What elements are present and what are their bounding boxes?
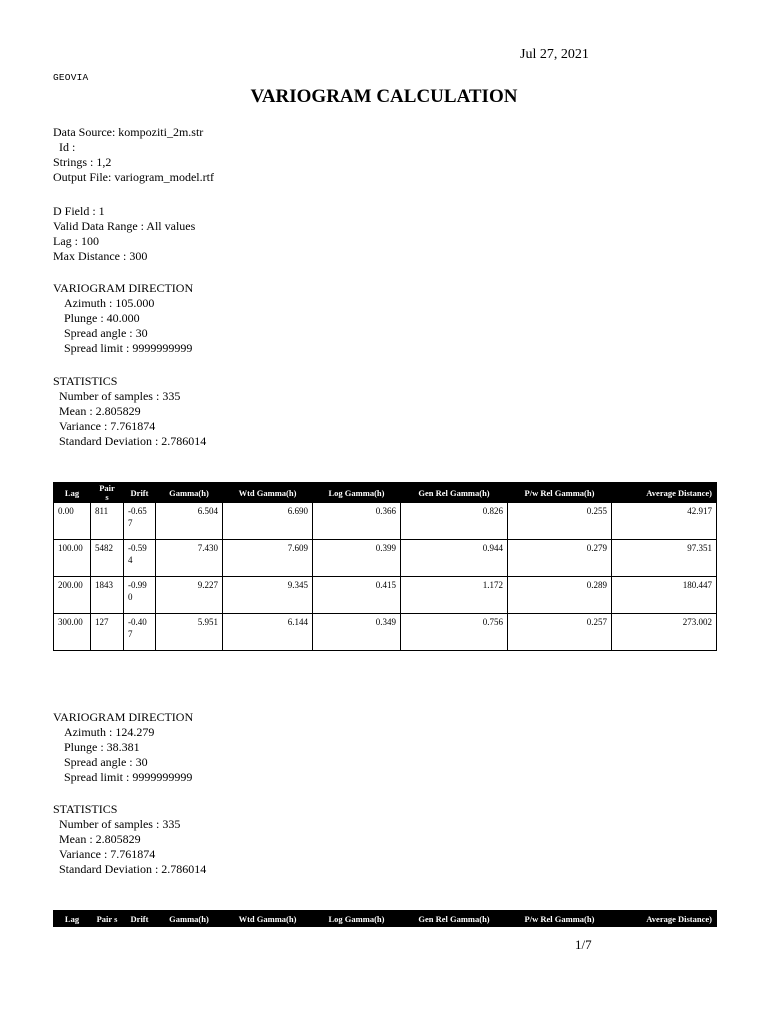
col-pairs: Pair s — [91, 483, 124, 503]
drift-cell: -0.407 — [124, 614, 156, 651]
statistics-1 — [53, 374, 206, 449]
lag-param: Lag : 100 — [53, 234, 99, 248]
mean: Mean : 2.805829 — [59, 832, 141, 846]
average-distance-cell: 42.917 — [612, 503, 717, 540]
wtd-gamma-cell: 7.609 — [223, 540, 313, 577]
table-header-row — [54, 483, 717, 503]
azimuth: Azimuth : 105.000 — [64, 296, 155, 310]
pairs-cell: 811 — [91, 503, 124, 540]
spread-angle: Spread angle : 30 — [64, 326, 148, 340]
variance: Variance : 7.761874 — [59, 847, 156, 861]
data-source: Data Source: kompoziti_2m.str — [53, 125, 204, 139]
gen-rel-gamma-cell: 1.172 — [401, 577, 508, 614]
drift-cell: -0.657 — [124, 503, 156, 540]
col-average-distance: Average Distance) — [612, 483, 717, 503]
col-drift: Drift — [124, 911, 156, 927]
id-line: Id : — [59, 140, 76, 154]
col-drift: Drift — [124, 483, 156, 503]
wtd-gamma-cell: 6.144 — [223, 614, 313, 651]
col-pw-rel-gamma: P/w Rel Gamma(h) — [508, 483, 612, 503]
drift-cell: -0.594 — [124, 540, 156, 577]
col-wtd-gamma: Wtd Gamma(h) — [223, 483, 313, 503]
log-gamma-cell: 0.366 — [313, 503, 401, 540]
table-row — [54, 540, 717, 577]
variance: Variance : 7.761874 — [59, 419, 156, 433]
table-row — [54, 503, 717, 540]
log-gamma-cell: 0.415 — [313, 577, 401, 614]
report-date: Jul 27, 2021 — [520, 47, 589, 62]
average-distance-cell: 97.351 — [612, 540, 717, 577]
gen-rel-gamma-cell: 0.826 — [401, 503, 508, 540]
statistics-2 — [53, 802, 206, 877]
average-distance-cell: 273.002 — [612, 614, 717, 651]
pairs-cell: 127 — [91, 614, 124, 651]
col-log-gamma: Log Gamma(h) — [313, 911, 401, 927]
pairs-cell: 1843 — [91, 577, 124, 614]
valid-data-range: Valid Data Range : All values — [53, 219, 196, 233]
mean: Mean : 2.805829 — [59, 404, 141, 418]
pw-rel-gamma-cell: 0.257 — [508, 614, 612, 651]
statistics-heading: STATISTICS — [53, 374, 118, 388]
parameters — [53, 204, 195, 264]
log-gamma-cell: 0.349 — [313, 614, 401, 651]
standard-deviation: Standard Deviation : 2.786014 — [59, 434, 207, 448]
col-gen-rel-gamma: Gen Rel Gamma(h) — [401, 911, 508, 927]
table-row — [54, 614, 717, 651]
spread-angle: Spread angle : 30 — [64, 755, 148, 769]
strings-line: Strings : 1,2 — [53, 155, 112, 169]
d-field: D Field : 1 — [53, 204, 105, 218]
col-average-distance: Average Distance) — [612, 911, 717, 927]
lag-cell: 100.00 — [54, 540, 91, 577]
direction-heading: VARIOGRAM DIRECTION — [53, 710, 194, 724]
col-pw-rel-gamma: P/w Rel Gamma(h) — [508, 911, 612, 927]
col-lag: Lag — [54, 911, 91, 927]
variogram-table-1 — [53, 482, 717, 651]
variogram-direction-1 — [53, 281, 193, 356]
page-number: 1/7 — [575, 937, 592, 952]
table-row — [54, 577, 717, 614]
drift-cell: -0.990 — [124, 577, 156, 614]
average-distance-cell: 180.447 — [612, 577, 717, 614]
pw-rel-gamma-cell: 0.279 — [508, 540, 612, 577]
gamma-cell: 6.504 — [156, 503, 223, 540]
gen-rel-gamma-cell: 0.944 — [401, 540, 508, 577]
source-info — [53, 125, 214, 185]
col-pairs: Pair s — [91, 911, 124, 927]
plunge: Plunge : 38.381 — [64, 740, 140, 754]
statistics-heading: STATISTICS — [53, 802, 118, 816]
lag-cell: 0.00 — [54, 503, 91, 540]
spread-limit: Spread limit : 9999999999 — [64, 341, 193, 355]
pairs-cell: 5482 — [91, 540, 124, 577]
output-file: Output File: variogram_model.rtf — [53, 170, 214, 184]
col-wtd-gamma: Wtd Gamma(h) — [223, 911, 313, 927]
lag-cell: 200.00 — [54, 577, 91, 614]
pw-rel-gamma-cell: 0.289 — [508, 577, 612, 614]
gen-rel-gamma-cell: 0.756 — [401, 614, 508, 651]
wtd-gamma-cell: 9.345 — [223, 577, 313, 614]
variogram-table-2 — [53, 910, 717, 927]
direction-heading: VARIOGRAM DIRECTION — [53, 281, 194, 295]
brand-name: GEOVIA — [53, 72, 89, 83]
table-header-row — [54, 911, 717, 927]
number-of-samples: Number of samples : 335 — [59, 389, 181, 403]
report-title: VARIOGRAM CALCULATION — [250, 86, 518, 107]
col-log-gamma: Log Gamma(h) — [313, 483, 401, 503]
pw-rel-gamma-cell: 0.255 — [508, 503, 612, 540]
standard-deviation: Standard Deviation : 2.786014 — [59, 862, 207, 876]
plunge: Plunge : 40.000 — [64, 311, 140, 325]
number-of-samples: Number of samples : 335 — [59, 817, 181, 831]
wtd-gamma-cell: 6.690 — [223, 503, 313, 540]
variogram-direction-2 — [53, 710, 193, 785]
log-gamma-cell: 0.399 — [313, 540, 401, 577]
lag-cell: 300.00 — [54, 614, 91, 651]
col-gamma: Gamma(h) — [156, 483, 223, 503]
gamma-cell: 9.227 — [156, 577, 223, 614]
col-gen-rel-gamma: Gen Rel Gamma(h) — [401, 483, 508, 503]
gamma-cell: 7.430 — [156, 540, 223, 577]
gamma-cell: 5.951 — [156, 614, 223, 651]
col-gamma: Gamma(h) — [156, 911, 223, 927]
azimuth: Azimuth : 124.279 — [64, 725, 155, 739]
col-lag: Lag — [54, 483, 91, 503]
spread-limit: Spread limit : 9999999999 — [64, 770, 193, 784]
max-distance: Max Distance : 300 — [53, 249, 148, 263]
